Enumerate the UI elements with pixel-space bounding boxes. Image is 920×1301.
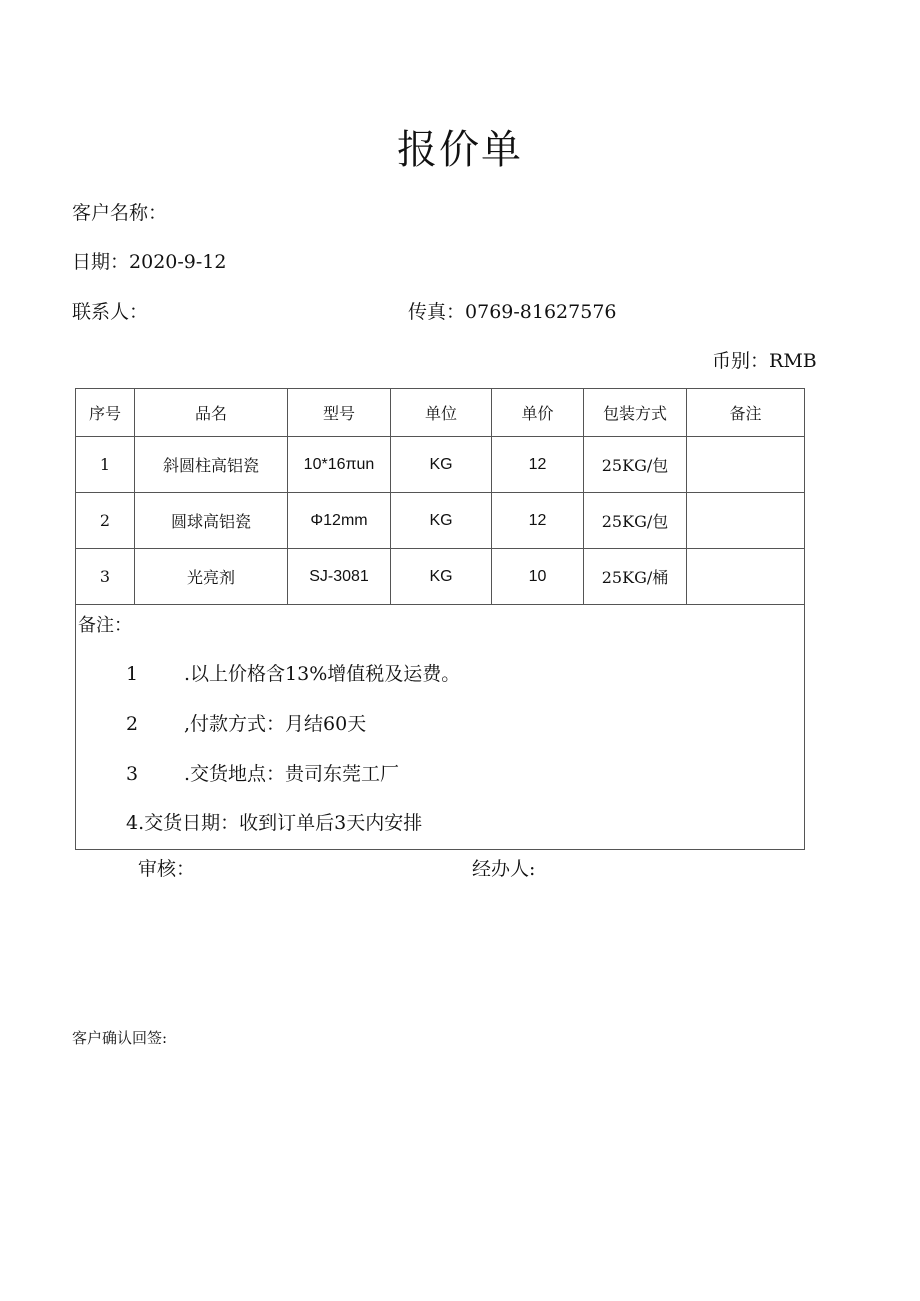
cell-remark <box>687 437 805 493</box>
note-number: 1 <box>126 663 139 685</box>
table-row <box>76 549 805 605</box>
page-title: 报价单 <box>397 127 523 173</box>
cell-name: 光亮剂 <box>135 549 288 605</box>
currency-label: 币别： <box>712 350 770 372</box>
cell-price: 10 <box>492 549 584 605</box>
note-number: 3 <box>126 763 139 785</box>
customer-confirm-label: 客户确认回签: <box>72 1029 168 1047</box>
cell-remark <box>687 549 805 605</box>
note-item <box>126 808 422 835</box>
cell-price: 12 <box>492 493 584 549</box>
header-model: 型号 <box>288 389 391 437</box>
cell-unit: KG <box>391 549 492 605</box>
cell-packing: 25KG/包 <box>584 437 687 493</box>
notes-row <box>76 605 805 850</box>
header-remark: 备注 <box>687 389 805 437</box>
header-name: 品名 <box>135 389 288 437</box>
customer-name-label: 客户名称： <box>72 202 168 224</box>
cell-price: 12 <box>492 437 584 493</box>
cell-unit: KG <box>391 493 492 549</box>
note-item <box>126 709 366 736</box>
note-text: ,付款方式：月结60天 <box>184 713 367 735</box>
contact-label: 联系人： <box>72 301 149 323</box>
fax-label: 传真： <box>408 301 466 323</box>
table-row <box>76 437 805 493</box>
note-number: 2 <box>126 713 139 735</box>
header-price: 单价 <box>492 389 584 437</box>
header-unit: 单位 <box>391 389 492 437</box>
notes-cell <box>76 605 805 850</box>
note-item <box>126 659 460 686</box>
table-header-row <box>76 389 805 437</box>
cell-remark <box>687 493 805 549</box>
table-row <box>76 493 805 549</box>
cell-model: Φ12mm <box>288 493 391 549</box>
note-text: .以上价格含13%增值税及运费。 <box>184 663 461 685</box>
notes-label: 备注： <box>78 615 132 636</box>
cell-no: 3 <box>76 549 135 605</box>
cell-packing: 25KG/桶 <box>584 549 687 605</box>
cell-name: 圆球高铝瓷 <box>135 493 288 549</box>
handler-label: 经办人: <box>472 858 536 880</box>
currency-value: RMB <box>769 350 817 372</box>
cell-model: SJ-3081 <box>288 549 391 605</box>
cell-no: 2 <box>76 493 135 549</box>
date-value: 2020-9-12 <box>129 251 227 273</box>
cell-unit: KG <box>391 437 492 493</box>
cell-name: 斜圆柱高铝瓷 <box>135 437 288 493</box>
cell-no: 1 <box>76 437 135 493</box>
review-label: 审核： <box>138 858 196 880</box>
fax-field <box>408 297 617 324</box>
note-item <box>126 759 399 786</box>
fax-value: 0769-81627576 <box>465 301 617 323</box>
date-field <box>72 247 226 274</box>
cell-packing: 25KG/包 <box>584 493 687 549</box>
date-label: 日期： <box>72 251 130 273</box>
currency-field <box>712 346 817 373</box>
note-text: 4.交货日期：收到订单后3天内安排 <box>126 812 423 834</box>
header-no: 序号 <box>76 389 135 437</box>
note-text: .交货地点：贵司东莞工厂 <box>184 763 400 785</box>
quote-table-wrapper <box>75 388 804 850</box>
cell-model: 10*16πun <box>288 437 391 493</box>
header-packing: 包装方式 <box>584 389 687 437</box>
quote-table <box>75 388 805 850</box>
